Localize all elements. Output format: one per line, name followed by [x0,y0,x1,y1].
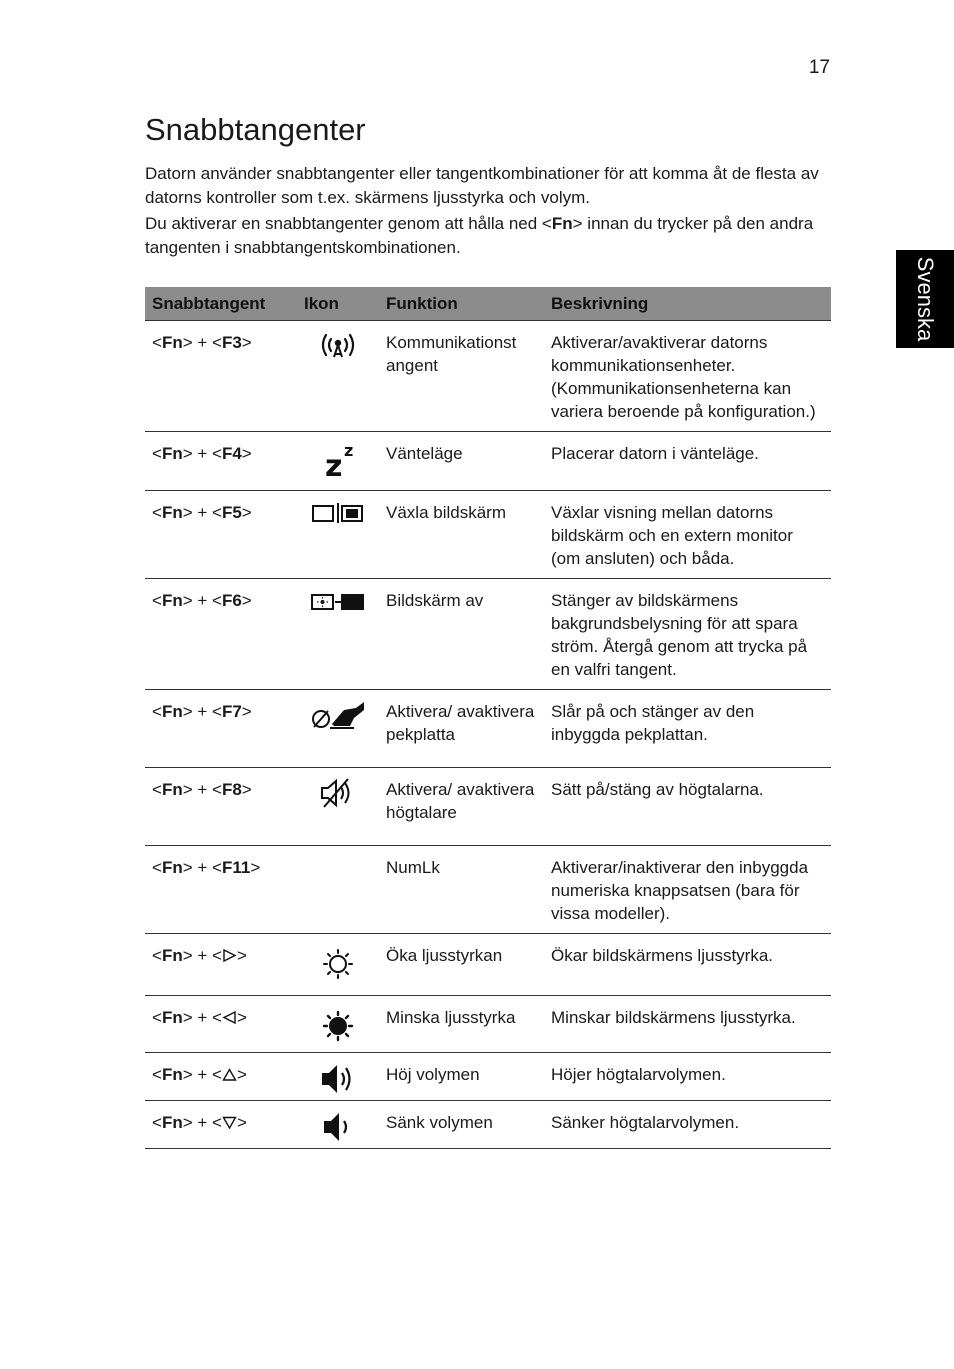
hotkey-cell: <Fn> + <F8> [145,768,297,846]
table-row [145,321,831,432]
icon-cell [297,934,379,996]
description-cell: Stänger av bildskärmens bakgrundsbelysning för att spara ström. Återgå genom att trycka på en valfri tangent. [544,579,831,690]
wireless-icon [318,329,358,363]
table-row [145,934,831,996]
hotkey-cell: <Fn> + <F6> [145,579,297,690]
intro-fn-key: Fn [551,214,573,233]
volume-up-icon [318,1061,358,1097]
table-row [145,1053,831,1101]
description-cell: Minskar bildskärmens ljusstyrka. [544,996,831,1053]
header-function: Funktion [379,287,544,321]
intro-paragraph-1: Datorn använder snabbtangenter eller tangentkombinationer för att komma åt de flesta av datorns kontroller som t.ex. skärmens ljusstyrka och volym. [145,164,819,207]
hotkey-cell: <Fn> + < > [145,934,297,996]
function-cell: Bildskärm av [379,579,544,690]
sleep-icon [318,440,358,480]
display-toggle-icon [311,499,365,527]
icon-cell [297,996,379,1053]
header-description: Beskrivning [544,287,831,321]
hotkey-table [145,287,831,1149]
table-row [145,432,831,491]
function-cell: Växla bildskärm [379,491,544,579]
intro-text-before: Du aktiverar en snabbtangenter genom att hålla ned < [145,214,552,233]
table-row [145,996,831,1053]
function-cell: Minska ljusstyrka [379,996,544,1053]
description-cell: Slår på och stänger av den inbyggda pekplattan. [544,690,831,768]
icon-cell [297,432,379,491]
brightness-down-icon [318,1004,358,1044]
table-header-row [145,287,831,321]
hotkey-cell: <Fn> + <F3> [145,321,297,432]
function-cell: Aktivera/ avaktivera pekplatta [379,690,544,768]
icon-cell [297,768,379,846]
up-arrow-icon [222,1068,237,1081]
description-cell: Ökar bildskärmens ljusstyrka. [544,934,831,996]
table-row [145,491,831,579]
description-cell: Placerar datorn i vänteläge. [544,432,831,491]
table-row [145,1101,831,1149]
icon-cell [297,1101,379,1149]
hotkey-cell: <Fn> + < > [145,1053,297,1101]
hotkey-cell: <Fn> + <F5> [145,491,297,579]
volume-down-icon [318,1109,358,1145]
left-arrow-icon [222,1011,237,1024]
svg-text:z: z [344,441,354,460]
function-cell: NumLk [379,846,544,934]
description-cell: Aktiverar/inaktiverar den inbyggda numeriska knappsatsen (bara för vissa modeller). [544,846,831,934]
table-row [145,579,831,690]
function-cell: Höj volymen [379,1053,544,1101]
table-row [145,690,831,768]
language-side-tab [896,250,954,348]
brightness-up-icon [318,942,358,982]
icon-cell [297,690,379,768]
down-arrow-icon [222,1116,237,1129]
icon-cell [297,579,379,690]
page-number: 17 [808,57,830,78]
description-cell: Sätt på/stäng av högtalarna. [544,768,831,846]
intro-paragraph-2 [145,212,831,259]
speaker-mute-icon [318,776,358,810]
function-cell: Kommunikationst angent [379,321,544,432]
screen-off-icon [310,587,366,615]
function-cell: Aktivera/ avaktivera högtalare [379,768,544,846]
description-cell: Sänker högtalarvolymen. [544,1101,831,1149]
hotkey-cell: <Fn> + < > [145,996,297,1053]
hotkey-cell: <Fn> + <F7> [145,690,297,768]
hotkey-cell: <Fn> + <F11> [145,846,297,934]
header-hotkey: Snabbtangent [145,287,297,321]
icon-cell [297,1053,379,1101]
table-row [145,768,831,846]
header-icon: Ikon [297,287,379,321]
description-cell: Höjer högtalarvolymen. [544,1053,831,1101]
hotkey-cell: <Fn> + <F4> [145,432,297,491]
function-cell: Sänk volymen [379,1101,544,1149]
icon-cell [297,321,379,432]
function-cell: Öka ljusstyrkan [379,934,544,996]
intro-text-after: > innan du trycker på den andra tangenten i snabbtangentskombinationen. [145,214,814,257]
right-arrow-icon [222,949,237,962]
svg-text:z: z [325,449,343,480]
icon-cell [297,491,379,579]
description-cell: Aktiverar/avaktiverar datorns kommunikationsenheter. (Kommunikationsenheterna kan variera beroende på konfiguration.) [544,321,831,432]
language-label: Svenska [913,256,939,342]
hotkey-cell: <Fn> + < > [145,1101,297,1149]
function-cell: Vänteläge [379,432,544,491]
icon-cell [297,846,379,934]
table-row [145,846,831,934]
page-title: Snabbtangenter [145,112,366,147]
description-cell: Växlar visning mellan datorns bildskärm och en extern monitor (om ansluten) och båda. [544,491,831,579]
touchpad-toggle-icon [310,698,366,732]
